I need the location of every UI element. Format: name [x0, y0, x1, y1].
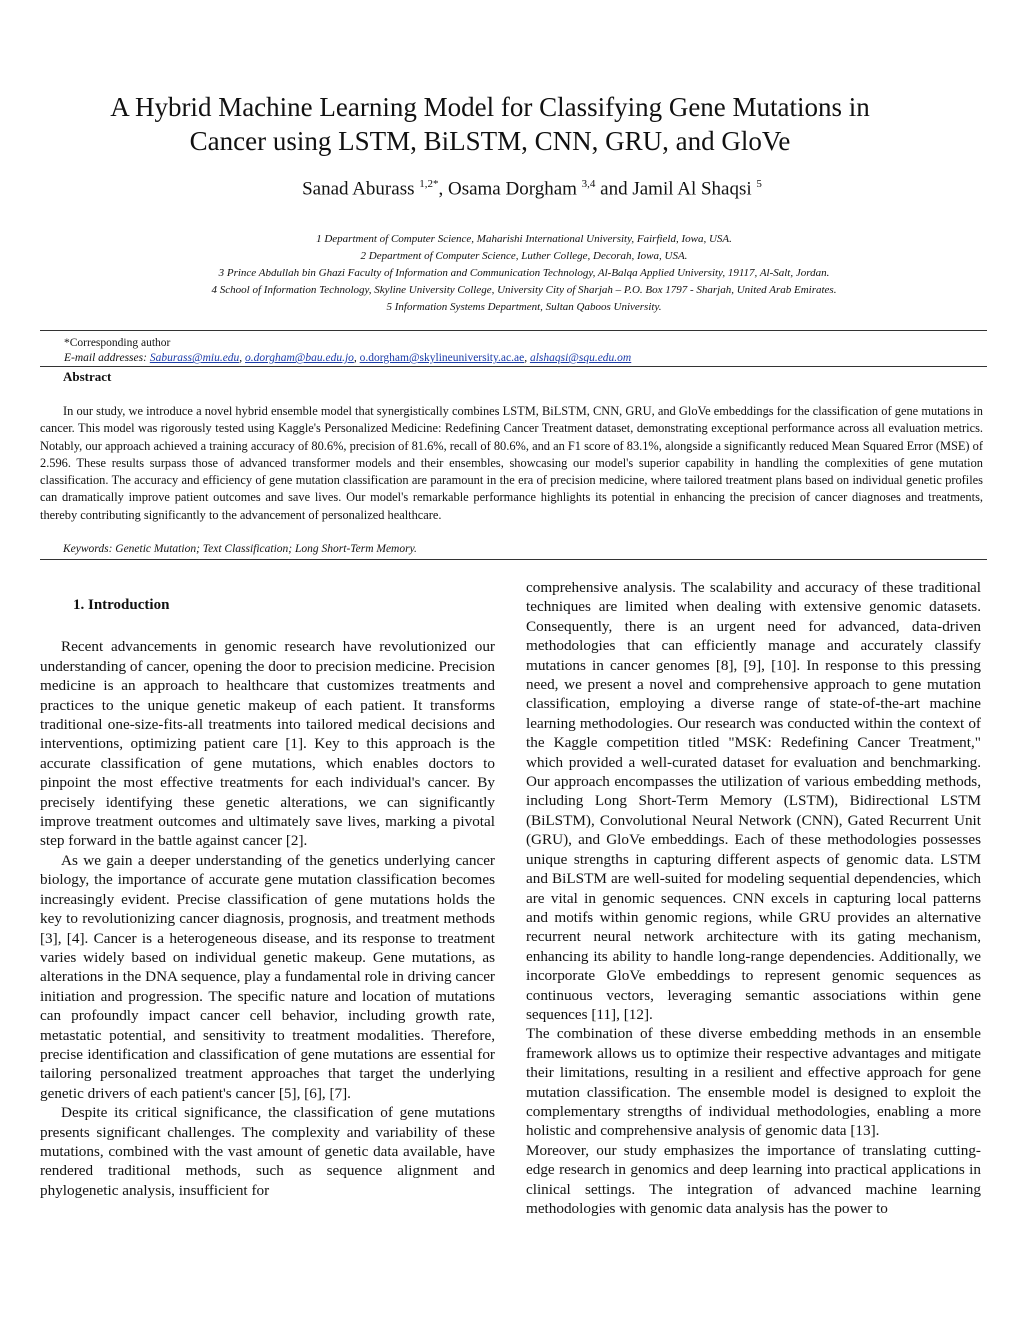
author-3-affil: 5	[756, 178, 762, 190]
email-sep-1: ,	[239, 352, 246, 364]
affiliation-2: 2 Department of Computer Science, Luther College, Decorah, Iowa, USA.	[360, 250, 688, 262]
affiliation-4: 4 School of Information Technology, Skyline University College, University City of Sharjah – P.O. Box 1797 - Sharjah, United Arab Emirates.	[211, 284, 837, 296]
rule-top	[40, 330, 987, 331]
email-sep-3: ,	[524, 352, 530, 364]
abstract-text: In our study, we introduce a novel hybrid ensemble model that synergistically combines LSTM, BiLSTM, CNN, GRU, and GloVe embeddings for the classification of gene mutations in cancer. This model was rigorously tested using Kaggle's Personalized Medicine: Redefining Cancer Treatment dataset, demonstrating exceptional performance across all evaluation metrics. Notably, our approach achieved a training accuracy of 80.6%, precision of 81.6%, recall of 80.6%, and an F1 score of 83.1%, alongside a significantly reduced Mean Squared Error (MSE) of 2.596. These results surpass those of advanced transformer models and their ensembles, showcasing our model's superior capability in handling the complexities of gene mutation classification. The accuracy and efficiency of gene mutation classification are paramount in the era of precision medicine, where tailored treatment plans based on individual genetic profiles can dramatically improve patient outcomes and save lives. Our model's remarkable performance highlights its potential in enhancing the precision of cancer diagnoses and treatments, thereby contributing significantly to the advancement of personalized healthcare.	[40, 404, 983, 522]
title-line-2: Cancer using LSTM, BiLSTM, CNN, GRU, and GloVe	[189, 126, 791, 156]
email-sep-2: ,	[353, 352, 360, 364]
author-2-affil: 3,4	[581, 178, 596, 190]
paragraph-6: Moreover, our study emphasizes the importance of translating cutting-edge research in genomics and deep learning into practical applications in clinical settings. The integration of advanced machine learning methodologies with genomic data analysis has the power to	[526, 1141, 981, 1217]
abstract-heading: Abstract	[63, 369, 112, 384]
rule-abstract	[40, 366, 987, 367]
email-addresses	[64, 351, 631, 366]
title-line-1: A Hybrid Machine Learning Model for Classifying Gene Mutations in	[110, 92, 870, 122]
email-link-4[interactable]: alshaqsi@squ.edu.om	[529, 352, 632, 364]
affiliation-1: 1 Department of Computer Science, Maharishi International University, Fairfield, Iowa, USA.	[316, 233, 732, 245]
column-left	[40, 578, 495, 1200]
paragraph-5: The combination of these diverse embedding methods in an ensemble framework allows us to optimize their respective advantages and mitigate their limitations, resulting in a resilient and effective approach for gene mutation classification. The ensemble model is designed to exploit the complementary strengths of individual methodologies, enabling a more holistic and comprehensive analysis of genomic data [13].	[526, 1025, 981, 1140]
author-3: and Jamil Al Shaqsi	[595, 178, 752, 200]
paragraph-4: comprehensive analysis. The scalability and accuracy of these traditional techniques are limited when dealing with extensive genomic datasets. Consequently, there is an urgent need for advanced, data-driven methodologies that can efficiently manage and accurately classify mutations in cancer genomes [8], [9], [10]. In response to this pressing need, we present a novel and comprehensive approach to gene mutation classification, employing a diverse range of state-of-the-art machine learning methodologies. Our research was conducted within the context of the Kaggle competition titled "MSK: Redefining Cancer Treatment," which provided a well-curated dataset for evaluation and benchmarking. Our approach encompasses the utilization of various embedding methods, including Long Short-Term Memory (LSTM), Bidirectional LSTM (BiLSTM), Convolutional Neural Network (CNN), Gated Recurrent Unit (GRU), and GloVe embeddings. Each of these methodologies possesses unique strengths in capturing different aspects of genomic data. LSTM and BiLSTM are well-suited for modeling sequential dependencies, which are vital in genomic sequences. CNN excels in capturing local patterns and motifs within genomic regions, while GRU provides an alternative recurrent neural network architecture with its gating mechanism, enhancing its ability to handle long-range dependencies. Additionally, we incorporate GloVe embeddings to represent genomic sequences as continuous vectors, leveraging semantic associations within gene sequences [11], [12].	[526, 579, 981, 1023]
paper-title	[40, 90, 940, 158]
author-list	[0, 178, 1024, 200]
abstract-body	[40, 403, 983, 524]
paragraph-2: As we gain a deeper understanding of the genetics underlying cancer biology, the importance of accurate gene mutation classification becomes increasingly evident. Precise classification of gene mutations holds the key to revolutionizing cancer diagnosis, prognosis, and treatment methods [3], [4]. Cancer is a heterogeneous disease, and its response to treatment varies widely based on individual genetic makeup. Gene mutations, as alterations in the DNA sequence, play a fundamental role in driving cancer initiation and progression. The specific nature and location of mutations can profoundly impact cancer cell behavior, including growth rate, metastatic potential, and sensitivity to treatment modalities. Therefore, precise identification and classification of gene mutations are essential for tailoring personalized treatment approaches that target the underlying genetic drivers of each patient's cancer [5], [6], [7].	[40, 851, 495, 1102]
email-label: E-mail addresses:	[64, 352, 150, 364]
affiliation-3: 3 Prince Abdullah bin Ghazi Faculty of Information and Communication Technology, Al-Balqa Applied University, 19117, Al-Salt, Jordan.	[218, 267, 830, 279]
author-1: Sanad Aburass	[302, 178, 415, 200]
correspondence	[64, 336, 631, 366]
email-link-2[interactable]: o.dorgham@bau.edu.jo	[245, 352, 354, 364]
section-heading-introduction: 1. Introduction	[73, 597, 170, 613]
affiliations	[0, 231, 1024, 316]
affiliation-5: 5 Information Systems Department, Sultan Qaboos University.	[386, 301, 662, 313]
author-1-affil: 1,2*	[419, 178, 439, 190]
paragraph-1: Recent advancements in genomic research have revolutionized our understanding of cancer, opening the door to precision medicine. Precision medicine is an approach to healthcare that customizes treatments and practices to the unique genetic makeup of each patient. It transforms traditional one-size-fits-all treatments into tailored medical decisions and interventions, optimizing patient care [1]. Key to this approach is the accurate classification of gene mutations, which enables doctors to pinpoint the most effective treatments for each individual's cancer. By precisely identifying these genetic alterations, we can significantly improve treatment outcomes and ultimately save lives, marking a pivotal step forward in the battle against cancer [2].	[40, 638, 495, 850]
keywords: Keywords: Genetic Mutation; Text Classification; Long Short-Term Memory.	[63, 543, 417, 555]
rule-bottom	[40, 559, 987, 560]
paragraph-3: Despite its critical significance, the classification of gene mutations presents significant challenges. The complexity and variability of these mutations, combined with the vast amount of genetic data available, have rendered traditional methods, such as sequence alignment and phylogenetic analysis, insufficient for	[40, 1104, 495, 1199]
column-right	[526, 578, 981, 1218]
email-link-1[interactable]: Saburass@miu.edu	[149, 352, 240, 364]
corresponding-author-label: *Corresponding author	[64, 337, 171, 349]
email-link-3[interactable]: o.dorgham@skylineuniversity.ac.ae	[359, 352, 525, 364]
author-2: , Osama Dorgham	[438, 178, 577, 200]
